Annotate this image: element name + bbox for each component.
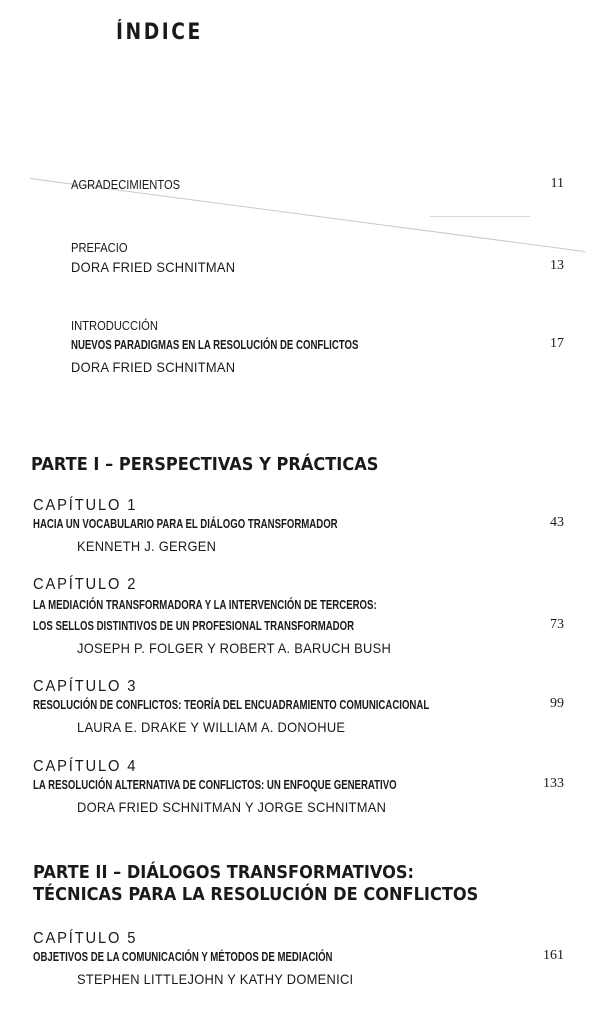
toc-label-introduccion: INTRODUCCIÓN — [71, 318, 158, 333]
page-number: 161 — [543, 948, 564, 963]
chapter-label: CAPÍTULO 3 — [33, 678, 138, 695]
chapter-label: CAPÍTULO 5 — [33, 930, 138, 947]
chapter-label: CAPÍTULO 4 — [33, 758, 138, 775]
part-title: TÉCNICAS PARA LA RESOLUCIÓN DE CONFLICTOS — [33, 884, 479, 905]
chapter-title: RESOLUCIÓN DE CONFLICTOS: TEORÍA DEL ENCUADRAMIENTO COMUNICACIONAL — [33, 697, 430, 712]
page-number: 99 — [550, 696, 564, 711]
toc-title-agradecimientos: AGRADECIMIENTOS — [71, 177, 181, 192]
chapter-title: OBJETIVOS DE LA COMUNICACIÓN Y MÉTODOS DE MEDIACIÓN — [33, 949, 333, 964]
chapter-author: JOSEPH P. FOLGER Y ROBERT A. BARUCH BUSH — [77, 640, 392, 656]
scan-line — [430, 216, 530, 217]
page-title: ÍNDICE — [116, 20, 203, 45]
page-number: 11 — [550, 176, 564, 191]
chapter-title: HACIA UN VOCABULARIO PARA EL DIÁLOGO TRANSFORMADOR — [33, 516, 338, 531]
page-number: 73 — [550, 617, 564, 632]
chapter-author: KENNETH J. GERGEN — [77, 538, 217, 554]
toc-author: DORA FRIED SCHNITMAN — [71, 259, 236, 275]
page-number: 133 — [543, 776, 564, 791]
part-title: PARTE I – PERSPECTIVAS Y PRÁCTICAS — [31, 454, 379, 475]
chapter-title: LOS SELLOS DISTINTIVOS DE UN PROFESIONAL TRANSFORMADOR — [33, 618, 355, 633]
chapter-author: STEPHEN LITTLEJOHN Y KATHY DOMENICI — [77, 971, 354, 987]
part-title: PARTE II – DIÁLOGOS TRANSFORMATIVOS: — [33, 862, 415, 883]
toc-author: DORA FRIED SCHNITMAN — [71, 359, 236, 375]
page-number: 17 — [550, 336, 564, 351]
chapter-title: LA RESOLUCIÓN ALTERNATIVA DE CONFLICTOS: UN ENFOQUE GENERATIVO — [33, 777, 397, 792]
page-number: 43 — [550, 515, 564, 530]
toc-label-prefacio: PREFACIO — [71, 240, 128, 255]
chapter-label: CAPÍTULO 2 — [33, 576, 138, 593]
chapter-author: DORA FRIED SCHNITMAN Y JORGE SCHNITMAN — [77, 799, 387, 815]
page-number: 13 — [550, 258, 564, 273]
chapter-label: CAPÍTULO 1 — [33, 497, 138, 514]
chapter-author: LAURA E. DRAKE Y WILLIAM A. DONOHUE — [77, 719, 346, 735]
chapter-title: LA MEDIACIÓN TRANSFORMADORA Y LA INTERVENCIÓN DE TERCEROS: — [33, 597, 377, 612]
toc-title-introduccion: NUEVOS PARADIGMAS EN LA RESOLUCIÓN DE CONFLICTOS — [71, 337, 359, 352]
